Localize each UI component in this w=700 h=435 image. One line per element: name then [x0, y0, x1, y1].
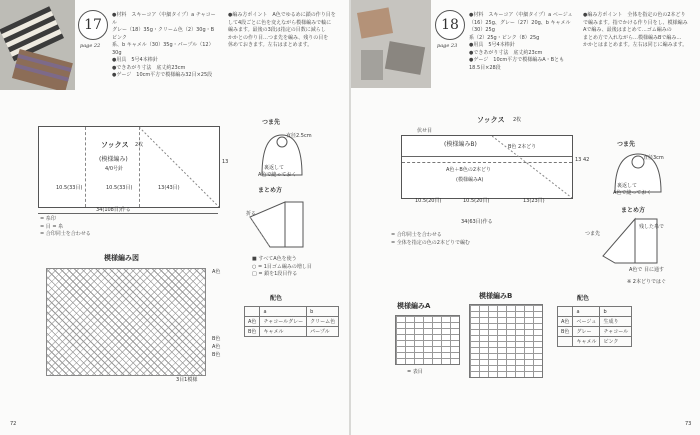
page-reference: page 23	[437, 43, 458, 49]
toe-note: A色で縫っておく	[258, 172, 297, 178]
finishing-footnote: ※ 2本どりではぐ	[627, 279, 666, 285]
toe-diameter: 直径2.5cm	[286, 133, 312, 139]
legend-item: = 合印同士を合わせる	[40, 231, 91, 237]
materials-line: ●できあがり寸法 底丈約23cm	[112, 64, 186, 71]
materials-line: ●材料 スキーコア（中細タイプ）a ベージュ	[469, 12, 573, 18]
socks-illustration	[351, 0, 431, 88]
materials-line: ●用具 5号4本棒針	[469, 42, 515, 48]
points-line: で編みます。指でかける作り目をし、模様編み	[583, 19, 688, 26]
chart-color-note: A色	[212, 269, 221, 275]
pattern-number-badge: 17	[78, 10, 108, 40]
left-page	[0, 0, 349, 435]
chart-repeat: 3目1模様	[176, 377, 198, 383]
chart-legend: = 表目	[407, 369, 423, 375]
materials-line: グレー（18）35g・クリーム色（2）30g・B ピンク	[112, 27, 215, 41]
knit-stitch-chart	[46, 268, 206, 376]
schematic-count: 2枚	[135, 142, 144, 148]
materials-line: 系（2）25g・ピンク（8）25g	[469, 34, 540, 41]
legend-item: = 目 = 糸	[40, 223, 64, 230]
materials-line: （16）25g、グレー（27）20g、b キャメル（30）25g	[469, 19, 571, 33]
finishing-notes	[252, 256, 312, 279]
dim-seg2: 10.5(33目)	[106, 185, 133, 191]
dim-seg3: 13(43目)	[158, 185, 180, 191]
dim-width: 34(108目)作る	[96, 207, 131, 213]
sock-schematic	[401, 135, 573, 199]
color-table: a b A色 ベージュ 生成り B色 グレー チャコール キャメル ピンク	[557, 306, 632, 347]
points-line: 編みます。最後の3段は指定の目数に減らし	[228, 27, 326, 33]
schematic-pattern-a-label: (模様編みA)	[456, 177, 484, 183]
dim-seg2: 10.5(20目)	[463, 198, 490, 204]
dim-height: 13	[222, 159, 229, 165]
dim-seg1: 10.5(33目)	[56, 185, 83, 191]
knit-chart-b	[469, 304, 543, 378]
product-photo	[0, 0, 75, 90]
materials-line: ●用具 5号4本棒針	[112, 57, 158, 63]
schematic-title: ソックス	[101, 141, 129, 149]
legend	[40, 216, 91, 239]
schematic-pattern: (模様編みB)	[444, 141, 477, 148]
schematic-needle: 4/0号針	[105, 166, 124, 172]
points-line: かかとはまとめます。左右は同じに編みます。	[583, 42, 688, 48]
chart-color-note: A色	[212, 344, 221, 350]
finishing-diagram	[240, 197, 325, 252]
legend-item: = 糸印	[40, 216, 56, 222]
chart-title: 模様編み図	[104, 254, 139, 262]
dim-width: 34(63目)作る	[461, 219, 493, 225]
points-line: Aで編み、最後はまとめて…ゴム編みの	[583, 27, 672, 33]
page-reference: page 22	[80, 43, 101, 49]
materials-block	[469, 12, 574, 72]
finishing-diagram	[597, 216, 677, 266]
color-table-title: 配色	[577, 295, 590, 302]
finishing-note: A色で 目に通す	[629, 267, 665, 273]
finishing-title: まとめ方	[258, 187, 283, 194]
materials-line: ●材料 スキーコア（中細タイプ）a チャコール	[112, 12, 216, 26]
points-line: かかとの作り目…つま先を編み、残りの目を	[228, 34, 329, 41]
dim-seg1: 10.5(20目)	[415, 198, 442, 204]
materials-block	[112, 12, 220, 80]
schematic-pattern-a: A色＋B色の2本どり	[446, 167, 492, 173]
points-line: まとめ方で入れながら…模様編みBで編み…	[583, 34, 682, 41]
chart-a-title: 模様編みA	[397, 302, 431, 310]
finishing-note: ○ = 1目ゴム編みの増し目	[252, 263, 312, 270]
dim-height: 13 42	[575, 157, 590, 163]
toe-note: 裏返して	[617, 183, 638, 189]
finishing-note: ■ すべてA色を使う	[252, 256, 297, 262]
chart-color-note: B色	[212, 352, 221, 358]
points-line: ●編み方ポイント 全体を指定の色の2本どり	[583, 12, 686, 18]
knitting-points-block	[583, 12, 695, 50]
right-page	[351, 0, 700, 435]
color-table: a b A色 チャコールグレー クリーム色 B色 キャメル パープル	[244, 306, 339, 337]
toe-note: A色で縫っておく	[613, 190, 652, 196]
finishing-note: 残した糸で	[639, 224, 665, 230]
points-line: ●編み方ポイント A色でゆるめに鎖の作り目を	[228, 12, 336, 18]
chart-color-note: B色	[212, 336, 221, 342]
schematic-mid: B色 2本どり	[508, 144, 537, 150]
legend-item: = 合印同士を合わせる	[391, 232, 442, 238]
toe-title: つま先	[617, 141, 636, 148]
color-table-title: 配色	[270, 295, 283, 302]
schematic-count: 2枚	[513, 117, 522, 123]
pattern-number-badge: 18	[435, 10, 465, 40]
striped-socks-illustration	[0, 0, 75, 90]
toe-diameter: 直径3cm	[643, 155, 664, 161]
legend	[391, 232, 470, 247]
materials-line: ●ゲージ 10cm平方で模様編みA・Bとも	[469, 57, 565, 63]
fold-label: 折る	[246, 211, 257, 217]
materials-line: 系、b キャメル（30）35g・パープル（12）30g	[112, 42, 214, 56]
schematic-title: ソックス	[477, 116, 505, 124]
page-number: 73	[685, 421, 692, 427]
materials-line: ●できあがり寸法 底丈約23cm	[469, 49, 543, 56]
points-line: して4段ごとに色を変えながら模様編みで輪に	[228, 19, 332, 26]
finishing-label: つま先	[585, 231, 601, 237]
chart-b-title: 模様編みB	[479, 292, 513, 300]
materials-line: 18.5目×28段	[469, 64, 501, 71]
legend-item: = 全体を指定の色の2本どりで編む	[391, 239, 470, 246]
finishing-title: まとめ方	[621, 207, 646, 214]
product-photo	[351, 0, 431, 88]
schematic-pattern: (模様編み)	[99, 156, 128, 163]
points-line: 休めておきます。左右はまとめます。	[228, 42, 313, 48]
toe-note: 裏返して	[264, 165, 285, 171]
sock-schematic	[38, 126, 220, 208]
knitting-points-block	[228, 12, 343, 50]
toe-title: つま先	[262, 119, 281, 126]
schematic-top-label: 伏せ目	[417, 128, 433, 134]
page-number: 72	[10, 421, 17, 427]
knit-chart-a	[395, 315, 460, 365]
dim-seg3: 13(23目)	[523, 198, 545, 204]
materials-line: ●ゲージ 10cm平方で模様編み32目×25段	[112, 72, 213, 78]
finishing-note: □ = 鎖を1段目作る	[252, 271, 298, 277]
